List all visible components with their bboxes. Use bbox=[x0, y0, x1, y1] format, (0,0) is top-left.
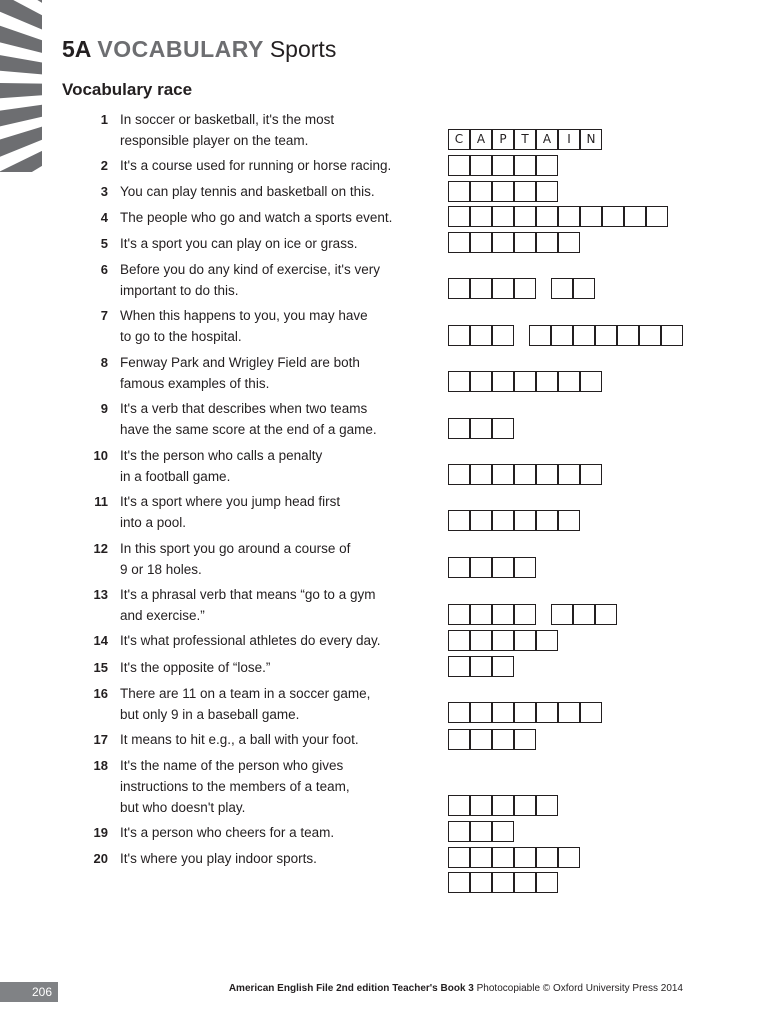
letter-box[interactable] bbox=[558, 702, 580, 723]
letter-box[interactable] bbox=[536, 510, 558, 531]
letter-box[interactable] bbox=[514, 557, 536, 578]
question-line: Fenway Park and Wrigley Field are both bbox=[120, 355, 360, 370]
letter-box[interactable] bbox=[514, 155, 536, 176]
letter-box[interactable] bbox=[492, 604, 514, 625]
letter-box[interactable]: A bbox=[536, 129, 558, 150]
letter-box[interactable] bbox=[448, 278, 470, 299]
question-text bbox=[120, 657, 430, 678]
question-number: 14 bbox=[93, 633, 108, 648]
question-line: It's a person who cheers for a team. bbox=[120, 825, 335, 840]
letter-box[interactable] bbox=[492, 557, 514, 578]
letter-box[interactable] bbox=[470, 371, 492, 392]
letter-box[interactable] bbox=[470, 847, 492, 868]
letter-box[interactable] bbox=[470, 278, 492, 299]
question-text bbox=[120, 630, 430, 651]
question-number: 15 bbox=[93, 660, 108, 675]
question-line: It's a phrasal verb that means “go to a gym bbox=[120, 587, 376, 602]
letter-box[interactable] bbox=[470, 232, 492, 253]
letter-box[interactable] bbox=[492, 181, 514, 202]
question-number: 10 bbox=[93, 448, 108, 463]
letter-box[interactable] bbox=[448, 371, 470, 392]
letter-box[interactable] bbox=[470, 325, 492, 346]
question-number: 6 bbox=[100, 262, 108, 277]
letter-box[interactable] bbox=[492, 656, 514, 677]
letter-box[interactable] bbox=[573, 604, 595, 625]
letter-box[interactable] bbox=[573, 325, 595, 346]
letter-box[interactable] bbox=[595, 325, 617, 346]
question-line: instructions to the members of a team, bbox=[120, 779, 350, 794]
letter-box[interactable] bbox=[492, 872, 514, 893]
question-line: It's what professional athletes do every day. bbox=[120, 633, 381, 648]
question-number: 2 bbox=[100, 158, 108, 173]
letter-box[interactable] bbox=[470, 604, 492, 625]
question-line: It's the opposite of “lose.” bbox=[120, 660, 271, 675]
letter-box[interactable] bbox=[448, 872, 470, 893]
question-text bbox=[120, 181, 430, 202]
letter-box[interactable]: C bbox=[448, 129, 470, 150]
letter-box[interactable] bbox=[558, 232, 580, 253]
letter-box[interactable] bbox=[448, 325, 470, 346]
question-number: 17 bbox=[93, 732, 108, 747]
question-line: It's a course used for running or horse racing. bbox=[120, 158, 392, 173]
letter-box[interactable] bbox=[492, 418, 514, 439]
question-number: 11 bbox=[94, 494, 108, 509]
letter-box[interactable] bbox=[536, 847, 558, 868]
question-line: It's the person who calls a penalty bbox=[120, 448, 323, 463]
letter-box[interactable] bbox=[602, 206, 624, 227]
letter-box[interactable] bbox=[536, 630, 558, 651]
letter-box[interactable] bbox=[492, 821, 514, 842]
question-line: into a pool. bbox=[120, 515, 187, 530]
letter-box[interactable] bbox=[448, 795, 470, 816]
question-line: responsible player on the team. bbox=[120, 133, 309, 148]
question-line: 9 or 18 holes. bbox=[120, 562, 202, 577]
letter-box[interactable] bbox=[470, 418, 492, 439]
question-text bbox=[120, 305, 430, 347]
question-text bbox=[120, 259, 430, 301]
footer-copyright: Photocopiable © Oxford University Press 2014 bbox=[476, 983, 683, 994]
letter-box[interactable] bbox=[492, 464, 514, 485]
letter-box[interactable] bbox=[492, 510, 514, 531]
letter-box[interactable] bbox=[514, 729, 536, 750]
question-number: 4 bbox=[100, 210, 108, 225]
question-text bbox=[120, 822, 430, 843]
question-number: 20 bbox=[93, 851, 108, 866]
letter-box[interactable] bbox=[536, 795, 558, 816]
question-line: important to do this. bbox=[120, 283, 239, 298]
letter-box[interactable] bbox=[661, 325, 683, 346]
letter-box[interactable] bbox=[470, 795, 492, 816]
letter-box[interactable] bbox=[514, 872, 536, 893]
letter-box[interactable] bbox=[470, 557, 492, 578]
letter-box[interactable] bbox=[514, 795, 536, 816]
letter-box[interactable] bbox=[448, 656, 470, 677]
letter-box[interactable] bbox=[514, 702, 536, 723]
sunburst-graphic bbox=[0, 0, 42, 172]
unit-code: 5A bbox=[62, 36, 92, 62]
letter-box[interactable] bbox=[470, 872, 492, 893]
letter-box[interactable] bbox=[492, 155, 514, 176]
letter-box[interactable] bbox=[448, 510, 470, 531]
question-text bbox=[120, 445, 430, 487]
letter-box[interactable] bbox=[580, 464, 602, 485]
question-number: 18 bbox=[93, 758, 108, 773]
question-line: There are 11 on a team in a soccer game, bbox=[120, 686, 371, 701]
sunburst-ray bbox=[0, 81, 42, 104]
letter-box[interactable] bbox=[580, 371, 602, 392]
letter-box[interactable] bbox=[448, 232, 470, 253]
letter-box[interactable] bbox=[514, 510, 536, 531]
page-number: 206 bbox=[0, 982, 58, 1002]
letter-box[interactable] bbox=[639, 325, 661, 346]
letter-box[interactable] bbox=[551, 325, 573, 346]
question-line: It's a sport where you jump head first bbox=[120, 494, 341, 509]
letter-box[interactable] bbox=[470, 464, 492, 485]
question-number: 9 bbox=[100, 401, 108, 416]
question-line: have the same score at the end of a game. bbox=[120, 422, 377, 437]
letter-box[interactable] bbox=[492, 729, 514, 750]
letter-box[interactable] bbox=[470, 729, 492, 750]
question-line: but who doesn't play. bbox=[120, 800, 246, 815]
letter-box[interactable]: I bbox=[558, 129, 580, 150]
question-text bbox=[120, 155, 430, 176]
letter-box[interactable] bbox=[536, 155, 558, 176]
footer-book-title: American English File 2nd edition Teacher's Book 3 bbox=[228, 983, 474, 994]
letter-box[interactable] bbox=[492, 325, 514, 346]
letter-box[interactable] bbox=[573, 278, 595, 299]
question-number: 3 bbox=[100, 184, 108, 199]
question-line: famous examples of this. bbox=[120, 376, 270, 391]
question-number: 7 bbox=[100, 308, 108, 323]
letter-box[interactable] bbox=[551, 604, 573, 625]
question-text bbox=[120, 207, 430, 228]
letter-box[interactable] bbox=[470, 702, 492, 723]
letter-box[interactable] bbox=[448, 604, 470, 625]
footer bbox=[229, 982, 683, 996]
question-number: 12 bbox=[93, 541, 108, 556]
question-line: It means to hit e.g., a ball with your foot. bbox=[120, 732, 359, 747]
letter-box[interactable] bbox=[492, 206, 514, 227]
letter-box[interactable] bbox=[470, 155, 492, 176]
letter-box[interactable] bbox=[536, 181, 558, 202]
letter-box[interactable] bbox=[558, 206, 580, 227]
question-line: to go to the hospital. bbox=[120, 329, 242, 344]
question-line: It's where you play indoor sports. bbox=[120, 851, 317, 866]
letter-box[interactable] bbox=[448, 847, 470, 868]
question-text bbox=[120, 109, 430, 151]
exercise-title: Vocabulary race bbox=[62, 80, 193, 99]
question-text bbox=[120, 398, 430, 440]
question-line: In this sport you go around a course of bbox=[120, 541, 351, 556]
letter-box[interactable] bbox=[580, 206, 602, 227]
letter-box[interactable] bbox=[617, 325, 639, 346]
letter-box[interactable] bbox=[470, 656, 492, 677]
letter-box[interactable] bbox=[492, 630, 514, 651]
letter-box[interactable]: P bbox=[492, 129, 514, 150]
letter-box[interactable] bbox=[536, 206, 558, 227]
question-text bbox=[120, 755, 430, 818]
letter-box[interactable] bbox=[514, 278, 536, 299]
question-number: 5 bbox=[100, 236, 108, 251]
letter-box[interactable] bbox=[536, 371, 558, 392]
letter-box[interactable] bbox=[448, 702, 470, 723]
question-number: 1 bbox=[100, 112, 108, 127]
question-line: When this happens to you, you may have bbox=[120, 308, 368, 323]
question-line: in a football game. bbox=[120, 469, 231, 484]
unit-section: VOCABULARY bbox=[97, 36, 264, 62]
letter-box[interactable] bbox=[492, 232, 514, 253]
letter-box[interactable] bbox=[536, 464, 558, 485]
letter-box[interactable] bbox=[529, 325, 551, 346]
letter-box[interactable] bbox=[470, 630, 492, 651]
letter-box[interactable] bbox=[514, 464, 536, 485]
letter-box[interactable] bbox=[448, 729, 470, 750]
unit-topic: Sports bbox=[269, 36, 337, 62]
letter-box[interactable] bbox=[448, 206, 470, 227]
question-text bbox=[120, 683, 430, 725]
letter-box[interactable] bbox=[448, 181, 470, 202]
letter-box[interactable] bbox=[514, 181, 536, 202]
letter-box[interactable] bbox=[470, 821, 492, 842]
letter-box[interactable] bbox=[470, 510, 492, 531]
question-text bbox=[120, 729, 430, 750]
question-text bbox=[120, 491, 430, 533]
letter-box[interactable] bbox=[536, 872, 558, 893]
letter-box[interactable] bbox=[558, 510, 580, 531]
question-line: You can play tennis and basketball on this. bbox=[120, 184, 375, 199]
letter-box[interactable] bbox=[514, 630, 536, 651]
letter-box[interactable] bbox=[470, 181, 492, 202]
letter-box[interactable] bbox=[448, 464, 470, 485]
question-line: It's a sport you can play on ice or grass. bbox=[120, 236, 358, 251]
letter-box[interactable] bbox=[448, 630, 470, 651]
letter-box[interactable] bbox=[492, 371, 514, 392]
letter-box[interactable] bbox=[558, 464, 580, 485]
letter-box[interactable] bbox=[514, 604, 536, 625]
letter-box[interactable] bbox=[558, 847, 580, 868]
unit-title bbox=[62, 36, 336, 63]
letter-box[interactable] bbox=[448, 557, 470, 578]
letter-box[interactable] bbox=[448, 418, 470, 439]
question-text bbox=[120, 233, 430, 254]
letter-box[interactable] bbox=[580, 702, 602, 723]
question-line: and exercise.” bbox=[120, 608, 205, 623]
letter-box[interactable] bbox=[492, 847, 514, 868]
letter-box[interactable] bbox=[624, 206, 646, 227]
letter-box[interactable] bbox=[551, 278, 573, 299]
letter-box[interactable] bbox=[595, 604, 617, 625]
letter-box[interactable] bbox=[536, 232, 558, 253]
letter-box[interactable] bbox=[448, 155, 470, 176]
question-text bbox=[120, 352, 430, 394]
question-number: 16 bbox=[93, 686, 108, 701]
letter-box[interactable]: A bbox=[470, 129, 492, 150]
letter-box[interactable] bbox=[646, 206, 668, 227]
question-line: It's the name of the person who gives bbox=[120, 758, 344, 773]
question-line: The people who go and watch a sports event. bbox=[120, 210, 393, 225]
question-text bbox=[120, 584, 430, 626]
letter-box[interactable] bbox=[514, 206, 536, 227]
letter-box[interactable] bbox=[492, 795, 514, 816]
letter-box[interactable] bbox=[536, 702, 558, 723]
question-line: Before you do any kind of exercise, it's very bbox=[120, 262, 380, 277]
question-line: In soccer or basketball, it's the most bbox=[120, 112, 335, 127]
letter-box[interactable] bbox=[514, 371, 536, 392]
question-line: It's a verb that describes when two teams bbox=[120, 401, 368, 416]
letter-box[interactable] bbox=[492, 702, 514, 723]
letter-box[interactable] bbox=[470, 206, 492, 227]
question-text bbox=[120, 848, 430, 869]
question-line: but only 9 in a baseball game. bbox=[120, 707, 300, 722]
question-text bbox=[120, 538, 430, 580]
letter-box[interactable]: T bbox=[514, 129, 536, 150]
letter-box[interactable] bbox=[514, 232, 536, 253]
letter-box[interactable] bbox=[514, 847, 536, 868]
letter-box[interactable] bbox=[448, 821, 470, 842]
question-number: 19 bbox=[93, 825, 108, 840]
letter-box[interactable] bbox=[492, 278, 514, 299]
question-number: 13 bbox=[93, 587, 108, 602]
letter-box[interactable] bbox=[558, 371, 580, 392]
letter-box[interactable]: N bbox=[580, 129, 602, 150]
question-number: 8 bbox=[100, 355, 108, 370]
